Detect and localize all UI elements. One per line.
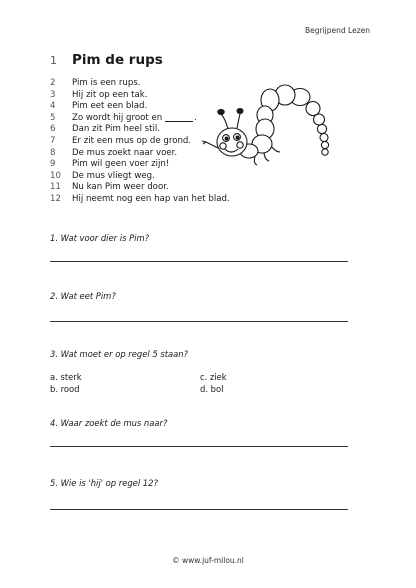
- answer-line-2[interactable]: [50, 321, 348, 322]
- line-number: 6: [50, 124, 56, 135]
- line-text: De mus vliegt weg.: [72, 170, 155, 181]
- option-d[interactable]: d. bol: [200, 384, 224, 394]
- question-4: 4. Waar zoekt de mus naar?: [50, 418, 168, 428]
- line-text: Dan zit Pim heel stil.: [72, 124, 161, 135]
- line-text: Er zit een mus op de grond.: [72, 135, 192, 146]
- story-line: [50, 194, 230, 206]
- line-number: 8: [50, 147, 56, 158]
- story-title-row: [50, 52, 163, 68]
- option-a[interactable]: a. sterk: [50, 372, 82, 382]
- line-text: Hij zit op een tak.: [72, 89, 148, 100]
- line-text: Pim is een rups.: [72, 78, 141, 88]
- line-number: 4: [50, 101, 56, 112]
- answer-line-4[interactable]: [50, 446, 348, 447]
- line-number: 11: [50, 182, 61, 193]
- line-number: 7: [50, 135, 56, 146]
- line-suffix: .: [194, 112, 197, 123]
- line-number: 10: [50, 170, 61, 181]
- title-line-number: 1: [50, 54, 57, 67]
- line-number: 5: [50, 112, 56, 123]
- option-c[interactable]: c. ziek: [200, 372, 227, 382]
- header-label: Begrijpend Lezen: [304, 26, 370, 35]
- line-text: De mus zoekt naar voer.: [72, 147, 178, 158]
- line-number: 12: [50, 193, 61, 204]
- question-3: 3. Wat moet er op regel 5 staan?: [50, 349, 189, 359]
- line-number: 3: [50, 89, 56, 100]
- line-text: Hij neemt nog een hap van het blad.: [72, 193, 230, 204]
- line-number: 9: [50, 159, 56, 170]
- answer-line-1[interactable]: [50, 261, 348, 262]
- line-number: 2: [50, 78, 56, 88]
- line-text: Pim wil geen voer zijn!: [72, 159, 170, 170]
- story-title: Pim de rups: [72, 52, 163, 68]
- footer-copyright: © www.juf-milou.nl: [172, 556, 244, 565]
- answer-line-5[interactable]: [50, 509, 348, 510]
- line-text: Pim eet een blad.: [72, 101, 148, 112]
- question-5: 5. Wie is 'hij' op regel 12?: [50, 478, 158, 488]
- caterpillar-illustration: [192, 80, 352, 195]
- question-2: 2. Wat eet Pim?: [50, 291, 116, 301]
- option-b[interactable]: b. rood: [50, 384, 80, 394]
- fill-in-blank: [165, 113, 193, 122]
- question-1: 1. Wat voor dier is Pim?: [50, 233, 150, 243]
- line-text: Zo wordt hij groot en: [72, 112, 163, 123]
- line-text: Nu kan Pim weer door.: [72, 182, 169, 193]
